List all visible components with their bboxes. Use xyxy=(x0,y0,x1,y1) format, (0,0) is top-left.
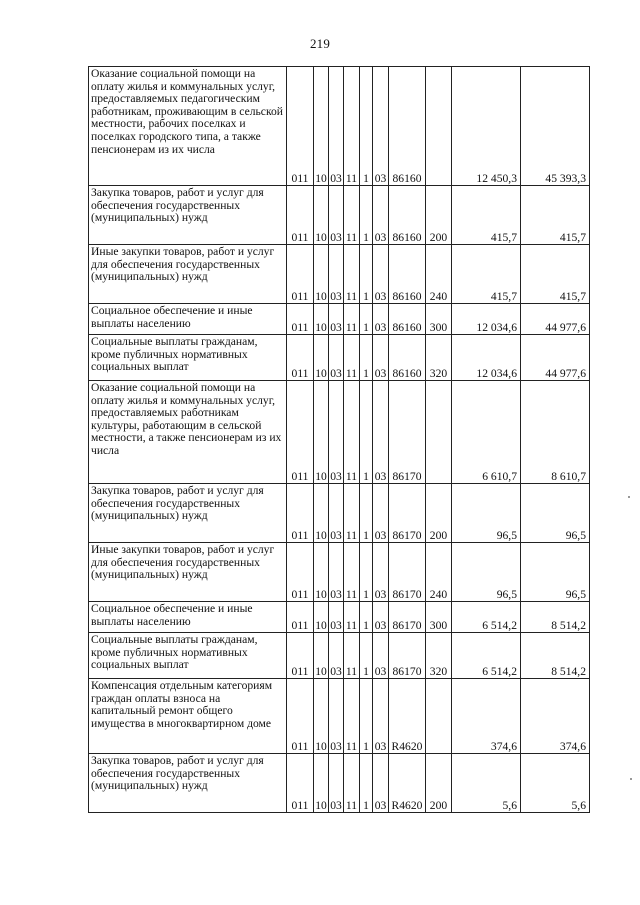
cell-csr-main: 03 xyxy=(373,602,389,633)
cell-pr: 03 xyxy=(329,633,344,679)
cell-name: Социальное обеспечение и иные выплаты населению xyxy=(89,304,287,335)
cell-csr-main: 03 xyxy=(373,335,389,381)
scan-speck xyxy=(628,496,630,498)
cell-vr: 200 xyxy=(426,186,452,245)
cell-sum-1: 374,6 xyxy=(452,679,521,754)
cell-rz: 10 xyxy=(314,381,329,484)
cell-vr xyxy=(426,679,452,754)
cell-sum-1: 12 450,3 xyxy=(452,67,521,186)
cell-csr-code: R4620 xyxy=(389,679,426,754)
table-row xyxy=(89,304,590,335)
cell-name: Компенсация отдельным категориям граждан оплаты взноса на капитальный ремонт общего имущества в многоквартирном доме xyxy=(89,679,287,754)
table-body xyxy=(89,67,590,813)
cell-sum-2: 374,6 xyxy=(521,679,590,754)
cell-csr-sub: 1 xyxy=(360,304,373,335)
table-row xyxy=(89,679,590,754)
cell-name: Оказание социальной помощи на оплату жилья и коммунальных услуг, предоставляемых работникам культуры, работающим в сельской местности, а также пенсионерам из их числа xyxy=(89,381,287,484)
cell-csr-program: 11 xyxy=(344,67,360,186)
cell-csr-code: 86160 xyxy=(389,304,426,335)
cell-sum-1: 5,6 xyxy=(452,754,521,813)
cell-csr-main: 03 xyxy=(373,633,389,679)
cell-vr xyxy=(426,381,452,484)
cell-csr-code: 86160 xyxy=(389,245,426,304)
cell-csr-sub: 1 xyxy=(360,381,373,484)
table-row xyxy=(89,633,590,679)
cell-pr: 03 xyxy=(329,245,344,304)
cell-rz: 10 xyxy=(314,335,329,381)
cell-csr-code: 86170 xyxy=(389,633,426,679)
cell-csr-program: 11 xyxy=(344,484,360,543)
cell-csr-sub: 1 xyxy=(360,67,373,186)
budget-table xyxy=(88,66,590,813)
cell-csr-sub: 1 xyxy=(360,186,373,245)
table-row xyxy=(89,543,590,602)
cell-grbs: 011 xyxy=(287,186,314,245)
cell-sum-2: 96,5 xyxy=(521,484,590,543)
scan-speck xyxy=(630,778,632,780)
cell-sum-2: 8 514,2 xyxy=(521,633,590,679)
cell-csr-main: 03 xyxy=(373,304,389,335)
cell-name: Социальные выплаты гражданам, кроме публичных нормативных социальных выплат xyxy=(89,633,287,679)
cell-sum-2: 415,7 xyxy=(521,186,590,245)
cell-csr-sub: 1 xyxy=(360,679,373,754)
table-row xyxy=(89,602,590,633)
cell-name: Закупка товаров, работ и услуг для обеспечения государственных (муниципальных) нужд xyxy=(89,754,287,813)
cell-sum-1: 6 514,2 xyxy=(452,602,521,633)
cell-pr: 03 xyxy=(329,602,344,633)
cell-csr-main: 03 xyxy=(373,484,389,543)
cell-csr-program: 11 xyxy=(344,304,360,335)
cell-vr: 320 xyxy=(426,335,452,381)
cell-name: Оказание социальной помощи на оплату жилья и коммунальных услуг, предоставляемых педагогическим работникам, проживающим в сельской местности, рабочих поселках и поселках городского типа, а также пенсионерам из их числа xyxy=(89,67,287,186)
cell-csr-sub: 1 xyxy=(360,484,373,543)
table-row xyxy=(89,67,590,186)
cell-csr-code: 86160 xyxy=(389,67,426,186)
cell-grbs: 011 xyxy=(287,679,314,754)
table-row xyxy=(89,484,590,543)
cell-vr: 240 xyxy=(426,245,452,304)
cell-csr-main: 03 xyxy=(373,679,389,754)
cell-csr-program: 11 xyxy=(344,186,360,245)
cell-vr: 240 xyxy=(426,543,452,602)
cell-csr-sub: 1 xyxy=(360,754,373,813)
cell-csr-code: 86170 xyxy=(389,602,426,633)
cell-csr-code: 86160 xyxy=(389,335,426,381)
cell-name: Закупка товаров, работ и услуг для обеспечения государственных (муниципальных) нужд xyxy=(89,186,287,245)
cell-pr: 03 xyxy=(329,754,344,813)
cell-csr-program: 11 xyxy=(344,543,360,602)
cell-rz: 10 xyxy=(314,67,329,186)
cell-grbs: 011 xyxy=(287,484,314,543)
cell-sum-2: 96,5 xyxy=(521,543,590,602)
cell-csr-code: 86170 xyxy=(389,543,426,602)
page-number: 219 xyxy=(309,36,331,51)
cell-grbs: 011 xyxy=(287,381,314,484)
cell-csr-main: 03 xyxy=(373,381,389,484)
cell-csr-sub: 1 xyxy=(360,245,373,304)
cell-rz: 10 xyxy=(314,245,329,304)
cell-csr-program: 11 xyxy=(344,633,360,679)
cell-sum-2: 44 977,6 xyxy=(521,335,590,381)
cell-pr: 03 xyxy=(329,304,344,335)
cell-csr-main: 03 xyxy=(373,245,389,304)
cell-rz: 10 xyxy=(314,754,329,813)
cell-pr: 03 xyxy=(329,186,344,245)
cell-sum-2: 45 393,3 xyxy=(521,67,590,186)
cell-pr: 03 xyxy=(329,381,344,484)
cell-grbs: 011 xyxy=(287,543,314,602)
cell-pr: 03 xyxy=(329,484,344,543)
cell-csr-main: 03 xyxy=(373,543,389,602)
cell-vr: 320 xyxy=(426,633,452,679)
cell-rz: 10 xyxy=(314,304,329,335)
cell-sum-1: 415,7 xyxy=(452,186,521,245)
cell-csr-sub: 1 xyxy=(360,602,373,633)
cell-pr: 03 xyxy=(329,543,344,602)
cell-vr: 200 xyxy=(426,754,452,813)
cell-sum-2: 415,7 xyxy=(521,245,590,304)
cell-grbs: 011 xyxy=(287,633,314,679)
cell-rz: 10 xyxy=(314,543,329,602)
cell-name: Закупка товаров, работ и услуг для обеспечения государственных (муниципальных) нужд xyxy=(89,484,287,543)
table-row xyxy=(89,245,590,304)
cell-csr-main: 03 xyxy=(373,754,389,813)
cell-rz: 10 xyxy=(314,679,329,754)
cell-csr-sub: 1 xyxy=(360,335,373,381)
cell-pr: 03 xyxy=(329,679,344,754)
cell-grbs: 011 xyxy=(287,304,314,335)
cell-grbs: 011 xyxy=(287,754,314,813)
cell-name: Социальные выплаты гражданам, кроме публичных нормативных социальных выплат xyxy=(89,335,287,381)
cell-name: Иные закупки товаров, работ и услуг для обеспечения государственных (муниципальных) нужд xyxy=(89,543,287,602)
cell-pr: 03 xyxy=(329,335,344,381)
cell-vr xyxy=(426,67,452,186)
cell-sum-2: 5,6 xyxy=(521,754,590,813)
cell-csr-program: 11 xyxy=(344,602,360,633)
cell-sum-1: 415,7 xyxy=(452,245,521,304)
cell-grbs: 011 xyxy=(287,335,314,381)
table-row xyxy=(89,381,590,484)
cell-csr-main: 03 xyxy=(373,186,389,245)
cell-sum-2: 44 977,6 xyxy=(521,304,590,335)
cell-rz: 10 xyxy=(314,602,329,633)
cell-sum-1: 96,5 xyxy=(452,543,521,602)
cell-sum-1: 12 034,6 xyxy=(452,335,521,381)
cell-csr-main: 03 xyxy=(373,67,389,186)
cell-grbs: 011 xyxy=(287,602,314,633)
cell-csr-program: 11 xyxy=(344,245,360,304)
table-row xyxy=(89,335,590,381)
cell-csr-program: 11 xyxy=(344,754,360,813)
cell-csr-code: 86160 xyxy=(389,186,426,245)
cell-name: Иные закупки товаров, работ и услуг для обеспечения государственных (муниципальных) нужд xyxy=(89,245,287,304)
cell-vr: 200 xyxy=(426,484,452,543)
cell-sum-1: 6 514,2 xyxy=(452,633,521,679)
cell-sum-1: 96,5 xyxy=(452,484,521,543)
cell-grbs: 011 xyxy=(287,245,314,304)
cell-rz: 10 xyxy=(314,633,329,679)
cell-vr: 300 xyxy=(426,304,452,335)
cell-sum-2: 8 514,2 xyxy=(521,602,590,633)
cell-sum-1: 6 610,7 xyxy=(452,381,521,484)
cell-csr-code: 86170 xyxy=(389,484,426,543)
cell-csr-sub: 1 xyxy=(360,633,373,679)
cell-csr-program: 11 xyxy=(344,335,360,381)
cell-sum-2: 8 610,7 xyxy=(521,381,590,484)
cell-csr-code: R4620 xyxy=(389,754,426,813)
cell-rz: 10 xyxy=(314,186,329,245)
cell-grbs: 011 xyxy=(287,67,314,186)
cell-csr-code: 86170 xyxy=(389,381,426,484)
cell-csr-sub: 1 xyxy=(360,543,373,602)
cell-pr: 03 xyxy=(329,67,344,186)
cell-vr: 300 xyxy=(426,602,452,633)
cell-sum-1: 12 034,6 xyxy=(452,304,521,335)
cell-rz: 10 xyxy=(314,484,329,543)
cell-name: Социальное обеспечение и иные выплаты населению xyxy=(89,602,287,633)
cell-csr-program: 11 xyxy=(344,679,360,754)
cell-csr-program: 11 xyxy=(344,381,360,484)
table-row xyxy=(89,754,590,813)
table-row xyxy=(89,186,590,245)
